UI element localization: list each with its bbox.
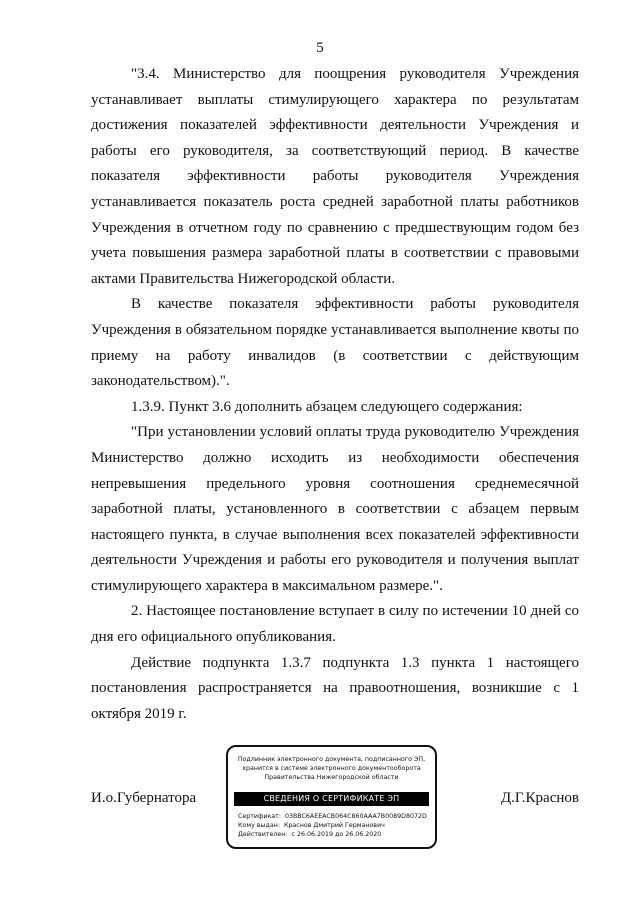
- validity-value: с 26.06.2019 до 26.06.2020: [291, 831, 382, 838]
- stamp-intro: [234, 755, 429, 782]
- document-body: [91, 62, 579, 727]
- paragraph-1-3-9: 1.3.9. Пункт 3.6 дополнить абзацем следующего содержания:: [131, 398, 523, 415]
- stamp-intro-line: Правительства Нижегородской области: [264, 774, 399, 781]
- stamp-intro-line: хранится в системе электронного документооборота: [242, 765, 421, 772]
- stamp-issued-to-row: [238, 821, 429, 830]
- issued-to-value: Краснов Дмитрий Германович: [283, 822, 385, 829]
- validity-label: Действителен:: [238, 831, 288, 838]
- electronic-signature-stamp: [226, 745, 437, 849]
- paragraph-3-6-addition: "При установлении условий оплаты труда руководителю Учреждения Министерство должно исходить из необходимости обеспечения непревышения предельного уровня соотношения среднемесячной заработной платы, установленного в соответствии с абзацем первым настоящего пункта, в случае выполнения всех показателей эффективности деятельности Учреждения и работы его руководителя и получения выплат стимулирующего характера в максимальном размере.".: [91, 424, 579, 594]
- stamp-intro-line: Подлинник электронного документа, подписанного ЭП,: [237, 756, 426, 763]
- stamp-certificate-row: [238, 812, 429, 821]
- signatory-position: И.о.Губернатора: [91, 790, 197, 806]
- stamp-certificate-details: [238, 812, 429, 839]
- certificate-value: 03BBC6AEEACB064C860AAA7B0089D8072D: [284, 813, 427, 820]
- stamp-certificate-banner: СВЕДЕНИЯ О СЕРТИФИКАТЕ ЭП: [234, 792, 429, 806]
- certificate-label: Сертификат:: [238, 813, 281, 820]
- page-number: 5: [316, 40, 324, 56]
- paragraph-3-4: "3.4. Министерство для поощрения руководителя Учреждения устанавливает выплаты стимулирующего характера по результатам достижения показателей эффективности деятельности Учреждения и работы его руководителя, за соответствующий период. В качестве показателя эффективности работы руководителя Учреждения устанавливается показатель роста средней заработной платы работников Учреждения в отчетном году по сравнению с предшествующим годом без учета повышения размера заработной платы в соответствии с правовыми актами Правительства Нижегородской области.: [91, 66, 579, 287]
- paragraph-retroactive: Действие подпункта 1.3.7 подпункта 1.3 пункта 1 настоящего постановления распространяется на правоотношения, возникшие с 1 октября 2019 г.: [91, 654, 579, 722]
- signatory-name: Д.Г.Краснов: [500, 790, 579, 806]
- issued-to-label: Кому выдан:: [238, 822, 280, 829]
- paragraph-effective-date: 2. Настоящее постановление вступает в силу по истечении 10 дней со дня его официального опубликования.: [91, 603, 579, 646]
- stamp-validity-row: [238, 830, 429, 839]
- paragraph-quota: В качестве показателя эффективности работы руководителя Учреждения в обязательном порядке устанавливается выполнение квоты по приему на работу инвалидов (в соответствии с действующим законодательством).".: [91, 296, 579, 390]
